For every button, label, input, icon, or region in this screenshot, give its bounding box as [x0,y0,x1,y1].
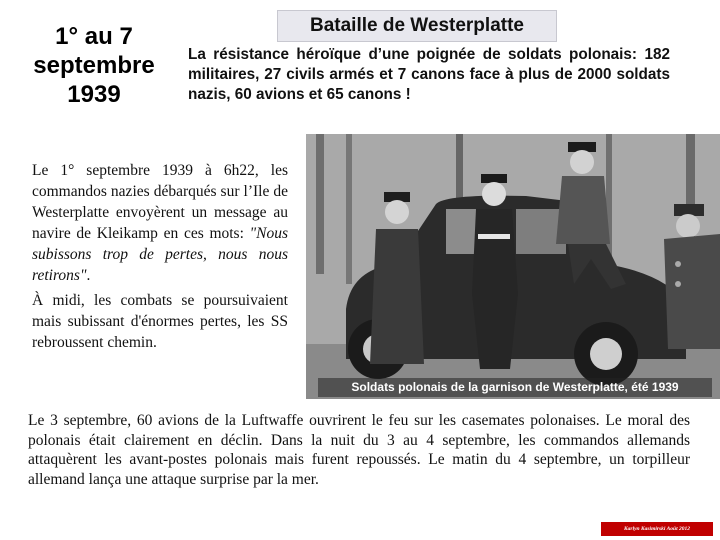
paragraph-1-text: Le 1° septembre 1939 à 6h22, les commandos nazies débarqués sur l’Ile de Westerplatte envoyèrent un message au navire de Kleikamp en ces mots: [32,162,288,242]
main-title: Bataille de Westerplatte [277,10,557,42]
date-title [14,22,174,109]
photo-caption: Soldats polonais de la garnison de Westerplatte, été 1939 [318,378,712,397]
subtitle: La résistance héroïque d’une poignée de soldats polonais: 182 militaires, 27 civils armés et 7 canons face à plus de 2000 soldats nazis, 60 avions et 65 canons ! [188,46,670,103]
date-title-line-1: 1° au 7 [55,23,133,50]
paragraph-2: À midi, les combats se poursuivaient mais subissant d'énormes pertes, les SS rebroussent chemin. [32,292,288,351]
credit-badge: Karlyn Kasimirski Août 2012 [601,522,713,536]
photo-illustration [306,134,720,399]
paragraph-1-end: . [86,267,91,284]
date-title-line-2: septembre [33,52,155,79]
paragraph-1-quote: "Nous subissons trop de pertes, nous nous retirons" [32,225,288,284]
historical-photo [306,134,720,399]
date-title-line-3: 1939 [67,81,121,108]
paragraph-1 [32,160,288,286]
left-text-block [32,160,288,357]
bottom-paragraph: Le 3 septembre, 60 avions de la Luftwaffe ouvrirent le feu sur les casemates polonaises. Le moral des polonais était clairement en déclin. Dans la nuit du 3 au 4 septembre, les commandos allemands attaquèrent les avant-postes polonais mais furent repoussés. Le matin du 4 septembre, un torpilleur allemand lança une attaque surprise par la mer. [28,412,690,488]
